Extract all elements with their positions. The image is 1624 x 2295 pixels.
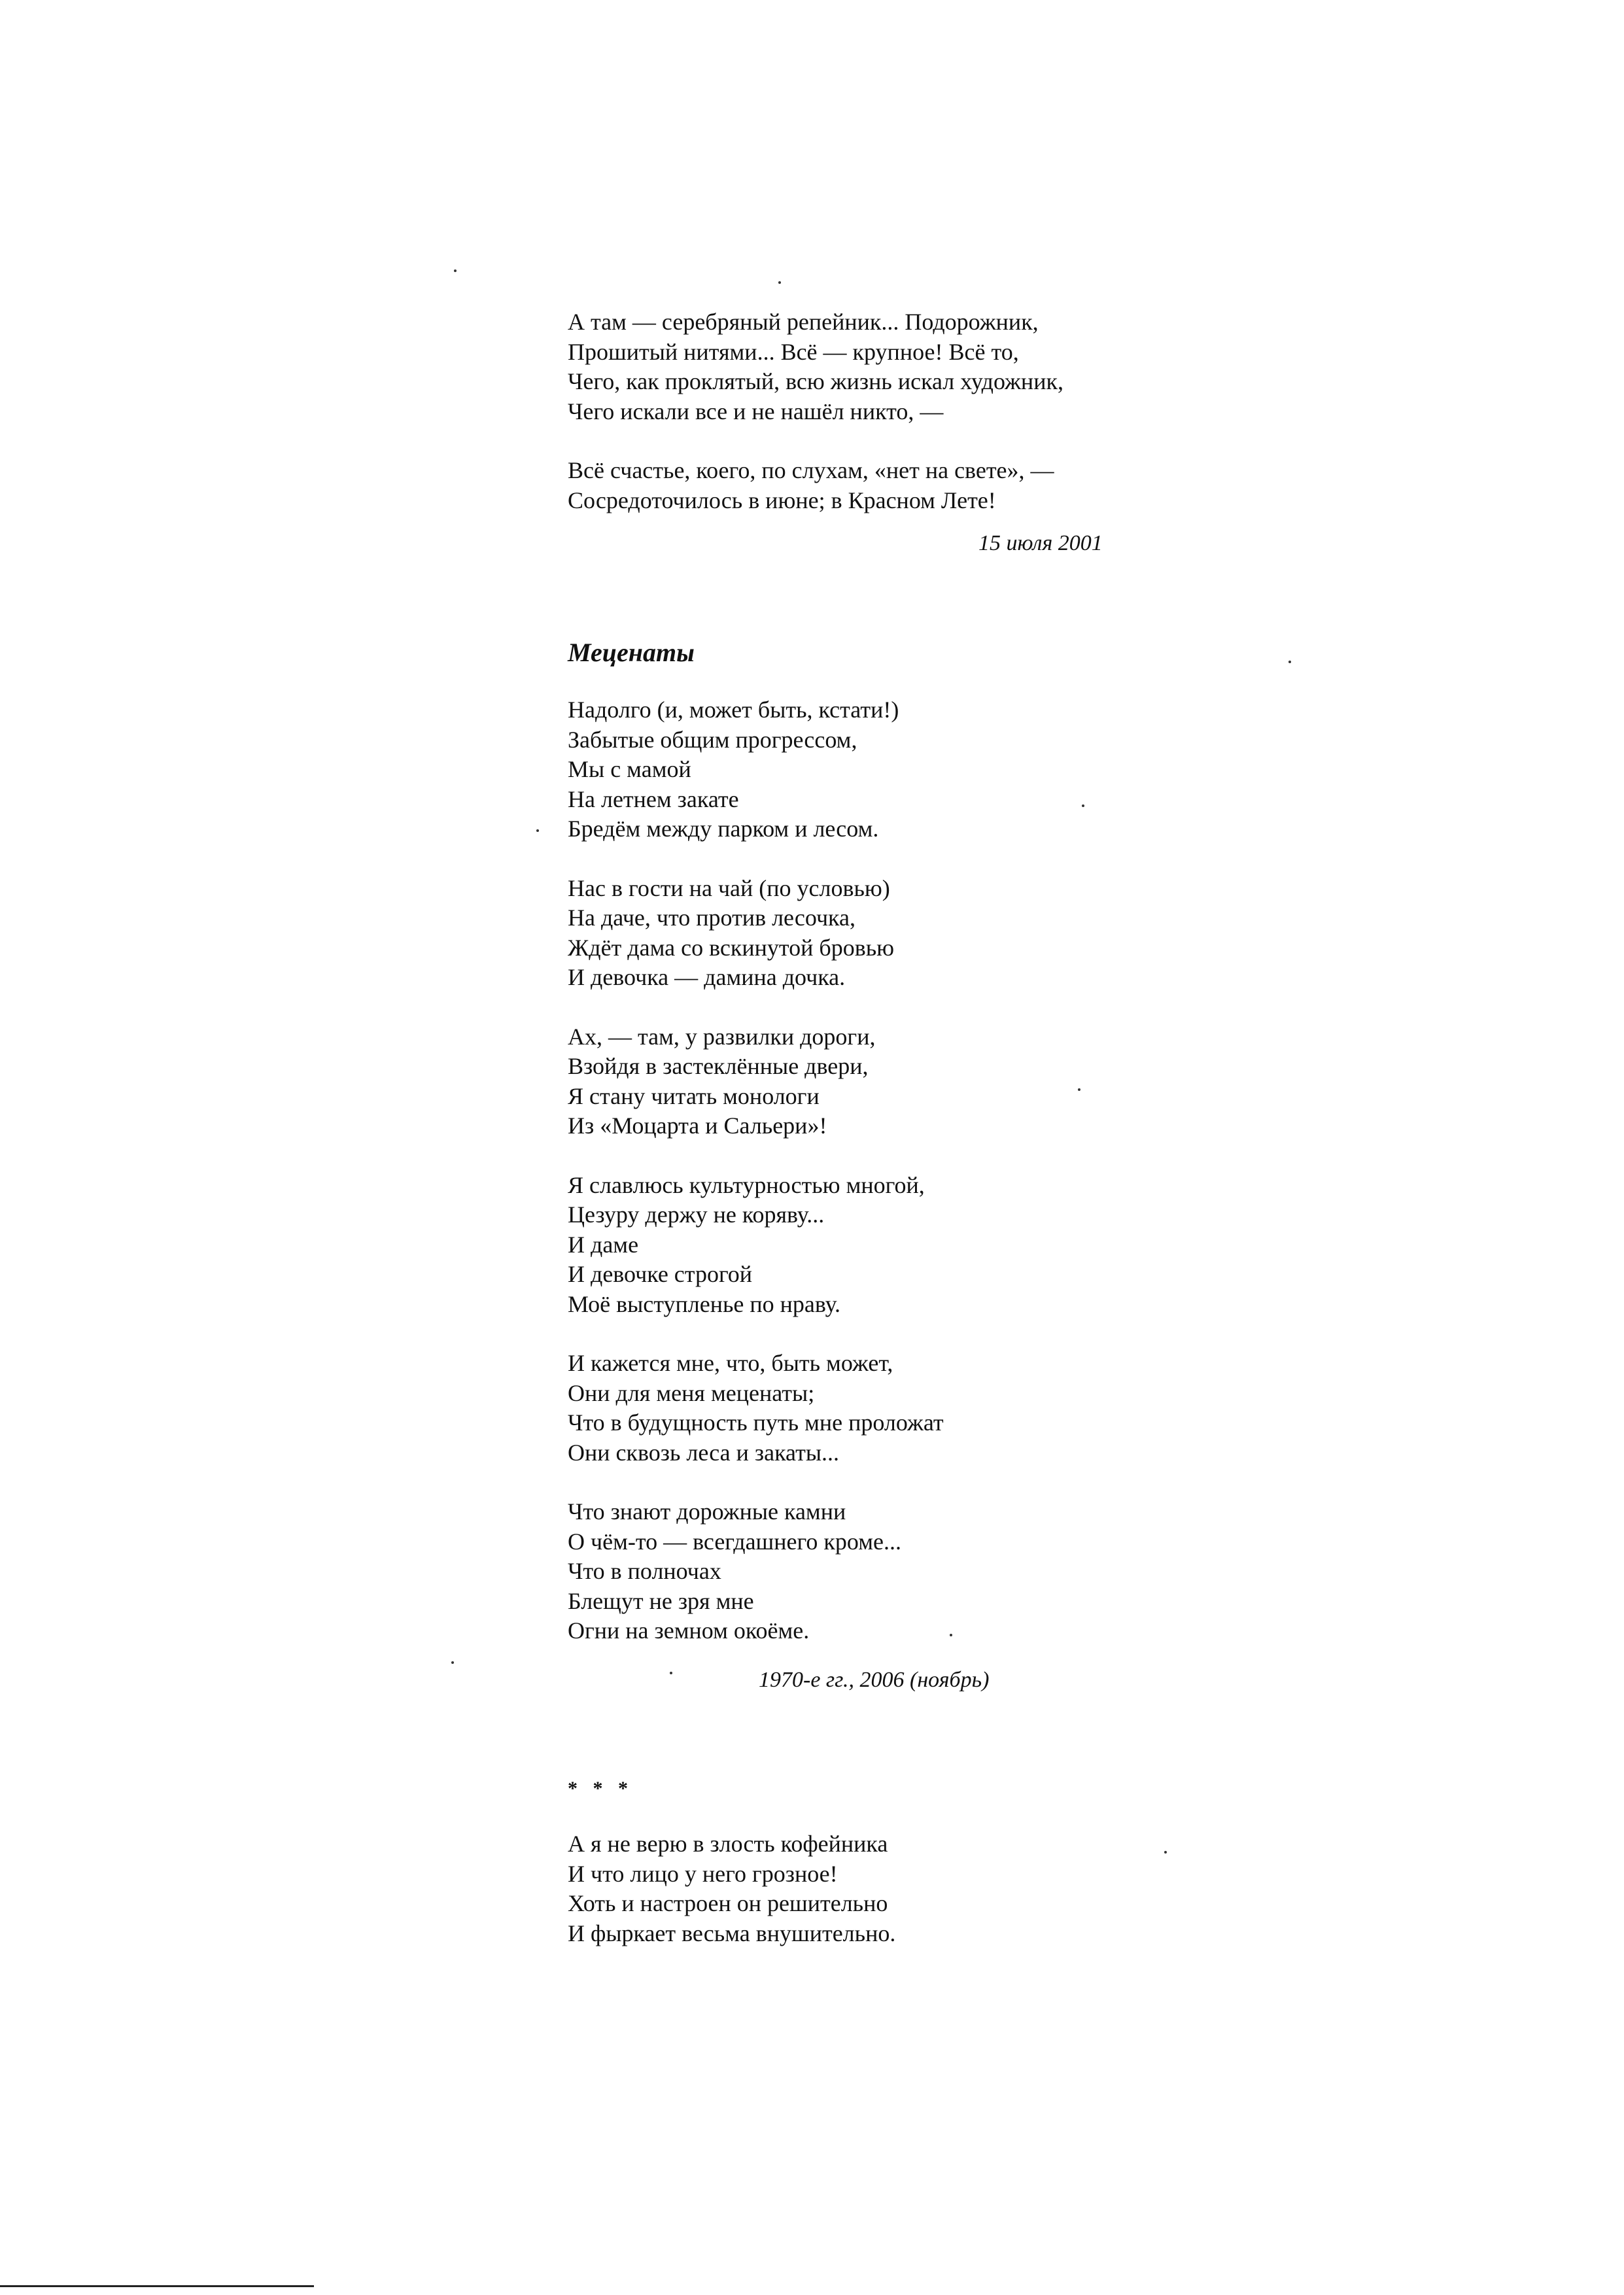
poem-date: 15 июля 2001 (978, 531, 1103, 555)
stanza (568, 307, 1222, 426)
stanza (568, 695, 1222, 844)
verse-line: Моё выступленье по нраву. (568, 1290, 841, 1317)
verse-line: Чего искали все и не нашёл никто, — (568, 398, 944, 424)
poem-ending (568, 307, 1222, 515)
verse-line: Что знают дорожные камни (568, 1498, 846, 1525)
scan-speck (950, 1634, 952, 1636)
stanza (568, 1497, 1222, 1646)
stanza (568, 1349, 1222, 1468)
page-edge-rule (0, 2285, 314, 2287)
scan-speck (1164, 1851, 1167, 1854)
verse-line: И даме (568, 1231, 639, 1258)
scan-speck (1288, 661, 1291, 663)
scan-speck (1082, 804, 1084, 807)
verse-line: Огни на земном окоёме. (568, 1617, 810, 1644)
scan-speck (778, 281, 781, 284)
verse-line: Цезуру держу не коряву... (568, 1201, 825, 1228)
verse-line: Прошитый нитями... Всё — крупное! Всё то, (568, 338, 1019, 365)
verse-line: И фыркает весьма внушительно. (568, 1920, 896, 1946)
verse-line: И что лицо у него грозное! (568, 1860, 838, 1887)
verse-line: Мы с мамой (568, 756, 691, 782)
verse-line: И девочка — дамина дочка. (568, 964, 846, 990)
scan-speck (1078, 1088, 1080, 1091)
verse-line: Я славлюсь культурностью многой, (568, 1171, 925, 1198)
verse-line: А там — серебряный репейник... Подорожник, (568, 309, 1039, 335)
verse-line: Они для меня меценаты; (568, 1379, 815, 1406)
verse-line: Взойдя в застеклённые двери, (568, 1053, 869, 1079)
verse-line: Что в будущность путь мне проложат (568, 1409, 944, 1436)
poem-body (568, 1829, 1222, 1948)
scan-speck (670, 1672, 672, 1674)
verse-line: Бредём между парком и лесом. (568, 816, 879, 842)
verse-line: Они сквозь леса и закаты... (568, 1439, 840, 1466)
stanza (568, 1022, 1222, 1141)
scan-speck (536, 829, 539, 832)
section-asterisks: * * * (568, 1778, 633, 1799)
stanza (568, 874, 1222, 993)
verse-line: А я не верю в злость кофейника (568, 1831, 888, 1857)
verse-line: Нас в гости на чай (по условью) (568, 874, 890, 901)
stanza (568, 1171, 1222, 1320)
verse-line: Блещут не зря мне (568, 1587, 754, 1614)
scan-speck (454, 269, 457, 272)
verse-line: На даче, что против лесочка, (568, 905, 855, 931)
verse-line: О чём-то — всегдашнего кроме... (568, 1528, 901, 1555)
scan-speck (451, 1661, 454, 1664)
verse-line: На летнем закате (568, 785, 739, 812)
stanza (568, 1829, 1222, 1948)
verse-line: Хоть и настроен он решительно (568, 1890, 888, 1916)
verse-line: Из «Моцарта и Сальери»! (568, 1113, 827, 1139)
stanza (568, 456, 1222, 515)
verse-line: Что в полночах (568, 1558, 721, 1584)
verse-line: Всё счастье, коего, по слухам, «нет на свете», — (568, 457, 1054, 483)
verse-line: Надолго (и, может быть, кстати!) (568, 697, 899, 723)
verse-line: Ах, — там, у развилки дороги, (568, 1023, 876, 1050)
verse-line: И девочке строгой (568, 1261, 753, 1287)
poem-date: 1970-е гг., 2006 (ноябрь) (759, 1668, 990, 1692)
verse-line: Я стану читать монологи (568, 1082, 820, 1109)
verse-line: Забытые общим прогрессом, (568, 726, 857, 753)
poem-title: Меценаты (568, 638, 695, 667)
verse-line: И кажется мне, что, быть может, (568, 1350, 893, 1376)
poem-body (568, 695, 1222, 1646)
verse-line: Ждёт дама со вскинутой бровью (568, 934, 895, 961)
verse-line: Сосредоточилось в июне; в Красном Лете! (568, 487, 996, 513)
verse-line: Чего, как проклятый, всю жизнь искал художник, (568, 368, 1063, 394)
